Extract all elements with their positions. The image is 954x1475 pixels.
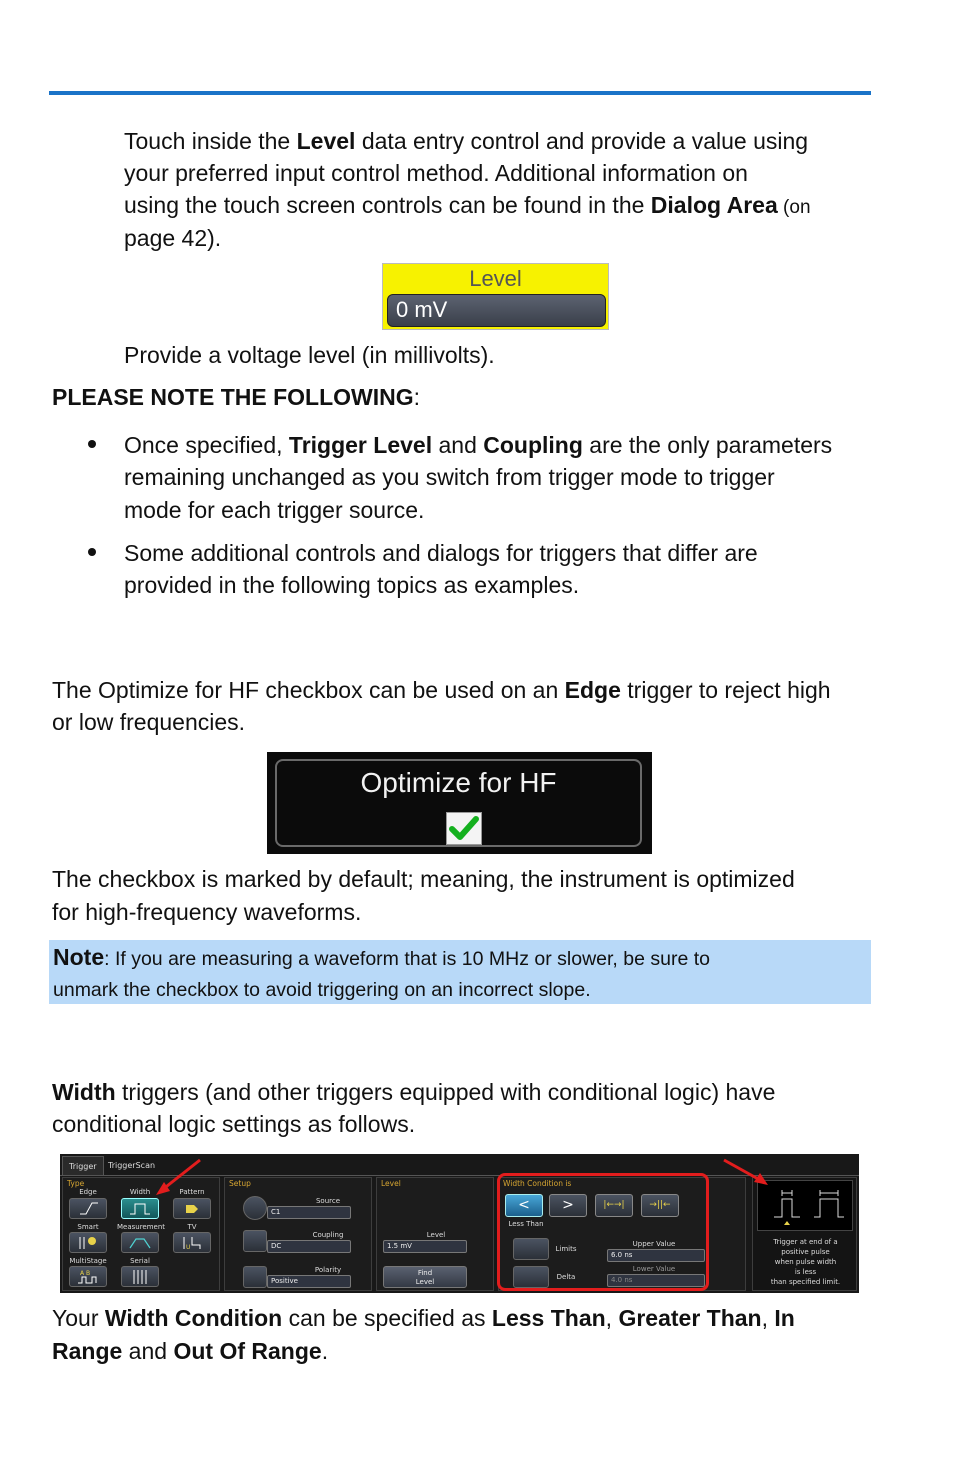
less-than-label: Less Than xyxy=(508,1220,544,1228)
source-label: Source xyxy=(315,1197,341,1205)
upper-value-label: Upper Value xyxy=(632,1240,676,1248)
setup-title: Setup xyxy=(229,1179,251,1188)
upper-value-field[interactable]: 6.0 ns xyxy=(607,1249,705,1262)
type-pattern-label: Pattern xyxy=(179,1188,205,1196)
level-panel-field[interactable]: 1.5 mV xyxy=(383,1240,467,1253)
bullet-1-line-3: mode for each trigger source. xyxy=(124,497,425,523)
header-rule xyxy=(49,91,871,95)
lower-value-field[interactable]: 4.0 ns xyxy=(607,1274,705,1287)
help-line-2: positive pulse xyxy=(781,1248,830,1256)
help-line-3: when pulse width xyxy=(774,1258,837,1266)
polarity-field[interactable]: Positive xyxy=(267,1275,351,1288)
width-condition-title: Width Condition is xyxy=(503,1179,572,1188)
level-control-image xyxy=(382,263,609,330)
optimize-hf-label: Optimize for HF xyxy=(360,767,557,798)
bullet-dot xyxy=(88,440,96,448)
please-note-heading: PLEASE NOTE THE FOLLOWING: xyxy=(52,384,421,410)
intro-line-4: page 42). xyxy=(124,225,222,251)
bullet-dot xyxy=(88,548,96,556)
intro-line-3: using the touch screen controls can be found in the Dialog Area (on xyxy=(124,192,811,218)
level-label: Level xyxy=(469,266,522,291)
optimize-hf-checkbox[interactable] xyxy=(446,812,482,845)
checkbox-desc-line-2: for high-frequency waveforms. xyxy=(52,899,362,925)
width-intro-line-2: conditional logic settings as follows. xyxy=(52,1111,416,1137)
trigger-dialog-image xyxy=(60,1154,859,1293)
optimize-hf-image xyxy=(267,752,652,854)
width-intro-line-1: Width triggers (and other triggers equipped with conditional logic) have xyxy=(52,1079,776,1105)
type-title: Type xyxy=(67,1179,85,1188)
greater-than-button[interactable]: > xyxy=(549,1194,587,1217)
find-level-button[interactable]: Find Level xyxy=(383,1266,467,1288)
coupling-field[interactable]: DC xyxy=(267,1240,351,1253)
optimize-line-2: or low frequencies. xyxy=(52,709,246,735)
limits-label: Limits xyxy=(555,1245,577,1253)
bullet-2-line-1: Some additional controls and dialogs for triggers that differ are xyxy=(124,540,758,566)
tab-trigger[interactable]: Trigger xyxy=(62,1156,104,1176)
note-line-1: Note: If you are measuring a waveform that is 10 MHz or slower, be sure to xyxy=(53,944,710,970)
bullet-1-line-1: Once specified, Trigger Level and Coupling are the only parameters xyxy=(124,432,833,458)
less-than-button[interactable]: < xyxy=(505,1194,543,1217)
checkbox-desc-line-1: The checkbox is marked by default; meaning, the instrument is optimized xyxy=(52,866,795,892)
optimize-hf-frame xyxy=(275,759,642,847)
help-line-4: is less xyxy=(794,1268,817,1276)
lower-value-label: Lower Value xyxy=(632,1265,676,1273)
bullet-2-line-2: provided in the following topics as examples. xyxy=(124,572,580,598)
arrow-to-width-icon xyxy=(156,1160,200,1195)
level-panel-title: Level xyxy=(381,1179,401,1188)
footer-line-1: Your Width Condition can be specified as Less Than, Greater Than, In xyxy=(52,1305,795,1331)
coupling-label: Coupling xyxy=(312,1231,344,1239)
red-arrows xyxy=(60,1154,859,1293)
intro-line-1: Touch inside the Level data entry control and provide a value using xyxy=(124,128,809,154)
delta-label: Delta xyxy=(556,1273,576,1281)
type-smart-label: Smart xyxy=(77,1223,99,1231)
out-of-range-button[interactable]: →||← xyxy=(641,1194,679,1217)
type-multistage-label: MultiStage xyxy=(69,1257,107,1265)
polarity-label: Polarity xyxy=(314,1266,342,1274)
type-width-label: Width xyxy=(129,1188,151,1196)
note-box xyxy=(49,940,871,1004)
arrow-to-help-diagram xyxy=(724,1160,768,1185)
level-panel-label: Level xyxy=(426,1231,446,1239)
footer-line-2: Range and Out Of Range. xyxy=(52,1338,329,1364)
svg-text:A B: A B xyxy=(80,1270,91,1277)
help-line-1: Trigger at end of a xyxy=(773,1238,838,1246)
source-field[interactable]: C1 xyxy=(267,1206,351,1219)
bullet-1-line-2: remaining unchanged as you switch from trigger mode to trigger xyxy=(124,464,775,490)
help-line-5: than specified limit. xyxy=(770,1278,841,1286)
svg-text:U: U xyxy=(186,1244,191,1251)
type-serial-label: Serial xyxy=(130,1257,150,1265)
level-input[interactable]: 0 mV xyxy=(387,294,606,327)
type-tv-label: TV xyxy=(187,1223,197,1231)
in-range-button[interactable]: |←→| xyxy=(595,1194,633,1217)
tab-triggerscan[interactable]: TriggerScan xyxy=(108,1161,156,1170)
optimize-line-1: The Optimize for HF checkbox can be used on an Edge trigger to reject high xyxy=(52,677,831,703)
voltage-caption: Provide a voltage level (in millivolts). xyxy=(124,342,495,368)
type-measurement-label: Measurement xyxy=(116,1223,166,1231)
type-edge-label: Edge xyxy=(79,1188,97,1196)
note-line-2: unmark the checkbox to avoid triggering on an incorrect slope. xyxy=(53,979,591,1001)
intro-line-2: your preferred input control method. Additional information on xyxy=(124,160,748,186)
checkmark-icon xyxy=(447,813,481,844)
